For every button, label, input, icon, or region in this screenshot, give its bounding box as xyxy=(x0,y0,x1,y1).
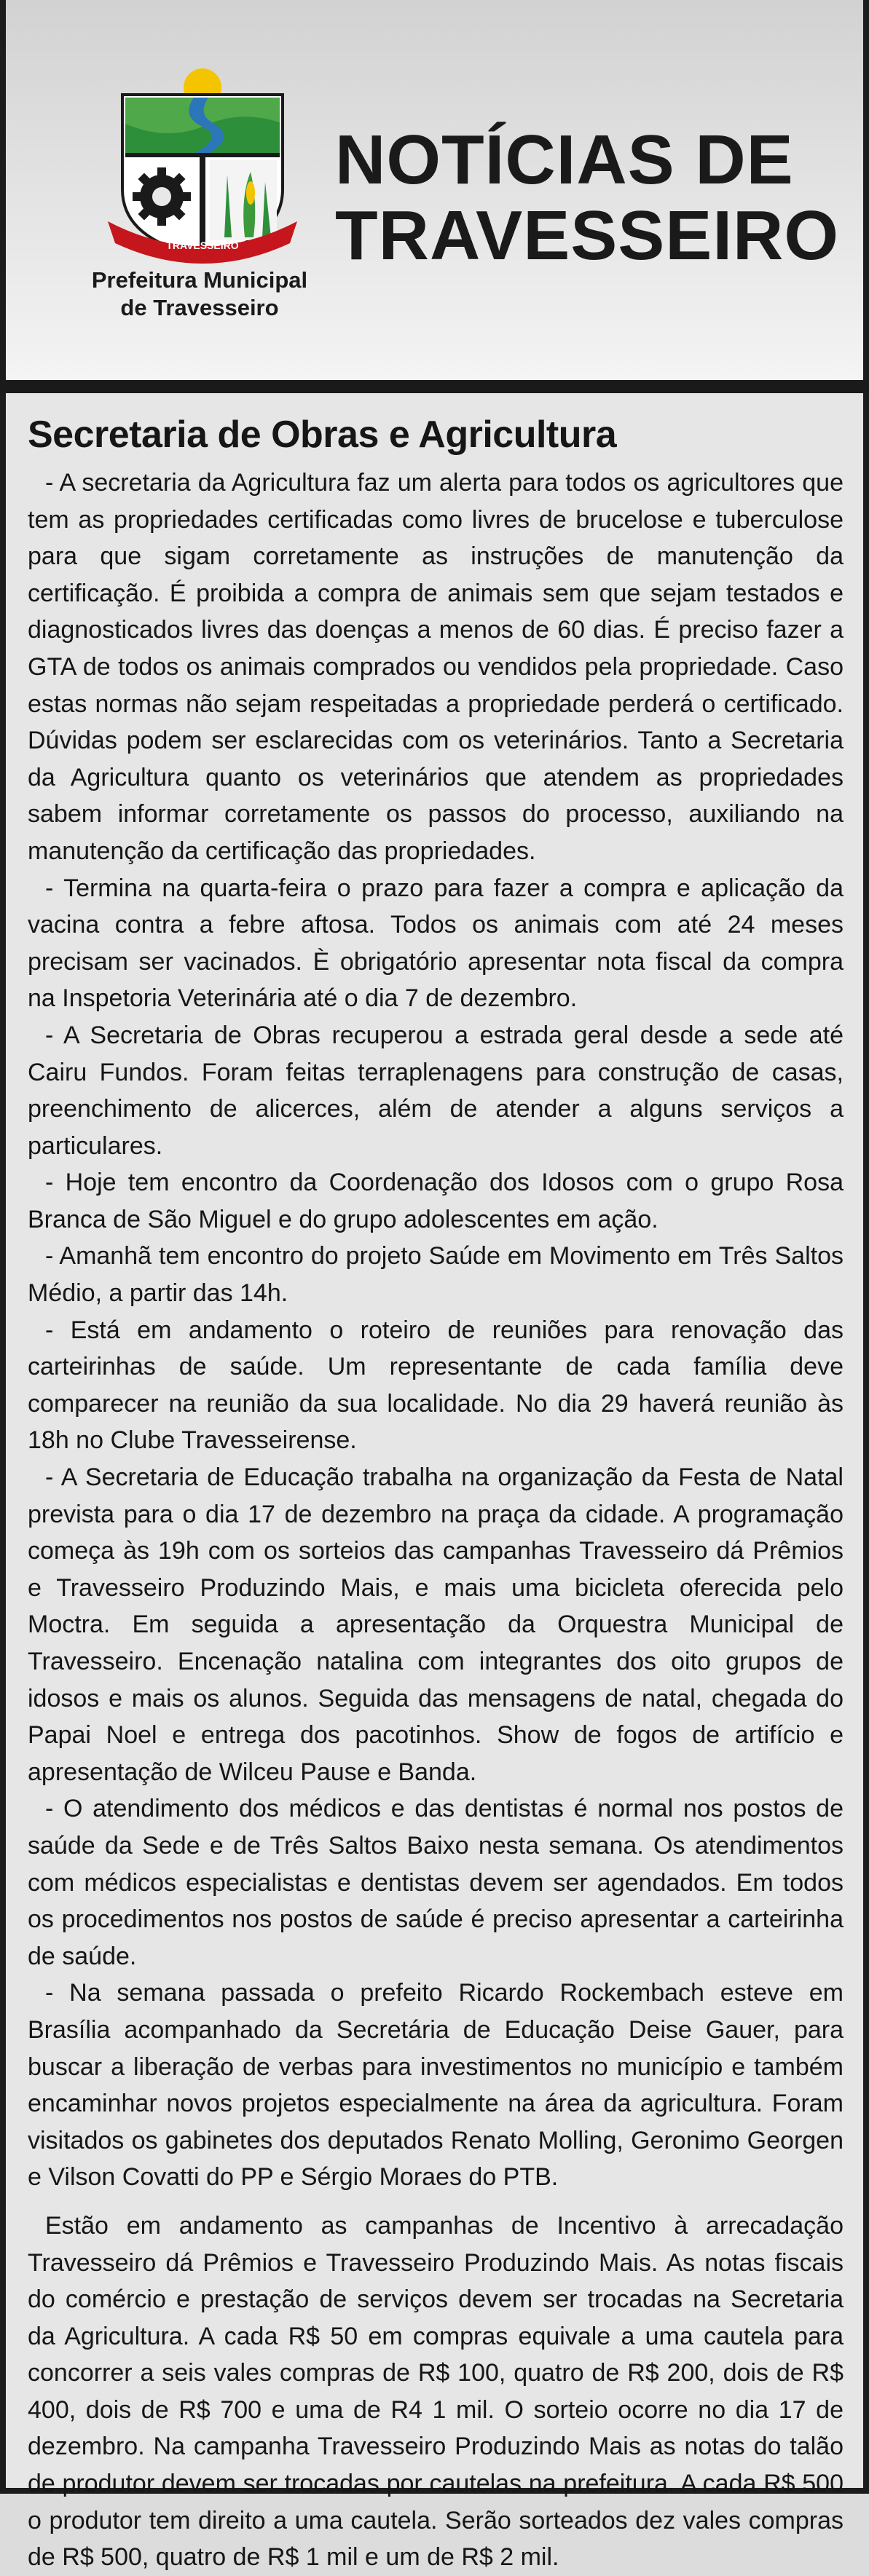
paragraph-road-works: - A Secretaria de Obras recuperou a estrada geral desde a sede até Cairu Fundos. Foram feitas terraplenagens para construção de casas, preenchimento de alicerces, além de atender a alguns serviços a particulares. xyxy=(28,1021,844,1160)
paragraph-mayor-brasilia: - Na semana passada o prefeito Ricardo Rockembach esteve em Brasília acompanhado da Secretária de Educação Deise Gauer, para buscar a liberação de verbas para investimentos no município e também encaminhar novos projetos especialmente na área da agricultura. Foram visitados os gabinetes dos deputados Renato Molling, Geronimo Georgen e Vilson Covatti do PP e Sérgio Moraes do PTB. xyxy=(28,1979,844,2192)
page-title-line2: TRAVESSEIRO xyxy=(335,197,839,274)
page-title-line1: NOTÍCIAS DE xyxy=(335,121,794,199)
logo-caption xyxy=(68,266,331,322)
paragraph-incentive-campaigns: Estão em andamento as campanhas de Incentivo à arrecadação Travesseiro dá Prêmios e Travesseiro Produzindo Mais. As notas fiscais do comércio e prestação de serviços devem ser trocadas na Secretaria da Agricultura. A cada R$ 50 em compras equivale a uma cautela para concorrer a seis vales compras de R$ 100, quatro de R$ 200, dois de R$ 400, dois de R$ 700 e uma de R4 1 mil. O sorteio ocorre no dia 17 de dezembro. Na campanha Travesseiro Produzindo Mais as notas do talão de produtor devem ser trocadas por cautelas na prefeitura. A cada R$ 500 o produtor tem direito a uma cautela. Serão sorteados dez vales compras de R$ 500, quatro de R$ 1 mil e um de R$ 2 mil. xyxy=(28,2211,844,2572)
logo-caption-line2: de Travesseiro xyxy=(120,295,279,320)
section-title: Secretaria de Obras e Agricultura xyxy=(28,414,617,456)
paragraph-aftosa-vaccine: - Termina na quarta-feira o prazo para fazer a compra e aplicação da vacina contra a febre aftosa. Todos os animais com até 24 meses precisam ser vacinados. È obrigatório apresentar nota fiscal da compra na Inspetoria Veterinária até o dia 7 de dezembro. xyxy=(28,874,844,1013)
page-title xyxy=(335,122,845,274)
paragraph-health-cards: - Está em andamento o roteiro de reuniões para renovação das carteirinhas de saúde. Um representante de cada família deve comparecer na reunião da sua localidade. No dia 29 haverá reunião às 18h no Clube Travesseirense. xyxy=(28,1316,844,1455)
paragraph-agriculture-alert: - A secretaria da Agricultura faz um alerta para todos os agricultores que tem as propriedades certificadas como livres de brucelose e tuberculose para que sigam corretamente as instruções de manutenção da certificação. É proibida a compra de animais sem que sejam testados e diagnosticados livres das doenças a menos de 60 dias. É preciso fazer a GTA de todos os animais comprados ou vendidos pela propriedade. Caso estas normas não sejam respeitadas a propriedade perderá o certificado. Dúvidas podem ser esclarecidas com os veterinários. Tanto a Secretaria da Agricultura quanto os veterinários que atendem as propriedades sabem informar corretamente os passos do processo, auxiliando na manutenção da certificação das propriedades. xyxy=(28,469,844,865)
paragraph-christmas-party: - A Secretaria de Educação trabalha na organização da Festa de Natal prevista para o dia 17 de dezembro na praça da cidade. A programação começa às 19h com os sorteios das campanhas Travesseiro dá Prêmios e Travesseiro Produzindo Mais, e mais uma bicicleta oferecida pelo Moctra. Em seguida a apresentação da Orquestra Municipal de Travesseiro. Encenação natalina com integrantes dos oito grupos de idosos e mais os alunos. Seguida das mensagens de natal, chegada do Papai Noel e entrega dos pacotinhos. Show de fogos de artifício e apresentação de Wilceu Pause e Banda. xyxy=(28,1463,844,1786)
paragraph-elderly-meeting: - Hoje tem encontro da Coordenação dos Idosos com o grupo Rosa Branca de São Miguel e do grupo adolescentes em ação. xyxy=(28,1169,844,1233)
article-body xyxy=(28,412,844,2576)
logo-caption-line1: Prefeitura Municipal xyxy=(91,267,308,293)
header-divider xyxy=(0,380,869,393)
paragraph-health-project: - Amanhã tem encontro do projeto Saúde em Movimento em Três Saltos Médio, a partir das 14h. xyxy=(28,1242,844,1308)
municipal-crest-icon xyxy=(108,66,297,269)
frame-left xyxy=(0,393,6,2494)
masthead-header xyxy=(0,0,869,380)
paragraph-medical-service: - O atendimento dos médicos e das dentistas é normal nos postos de saúde da Sede e de Três Saltos Baixo nesta semana. Os atendimentos com médicos especialistas e dentistas devem ser agendados. Em todos os procedimentos nos postos de saúde é preciso apresentar a carteirinha de saúde. xyxy=(28,1795,844,1970)
frame-right xyxy=(863,393,869,2494)
crest-ribbon-text: TRAVESSEIRO xyxy=(166,240,239,251)
